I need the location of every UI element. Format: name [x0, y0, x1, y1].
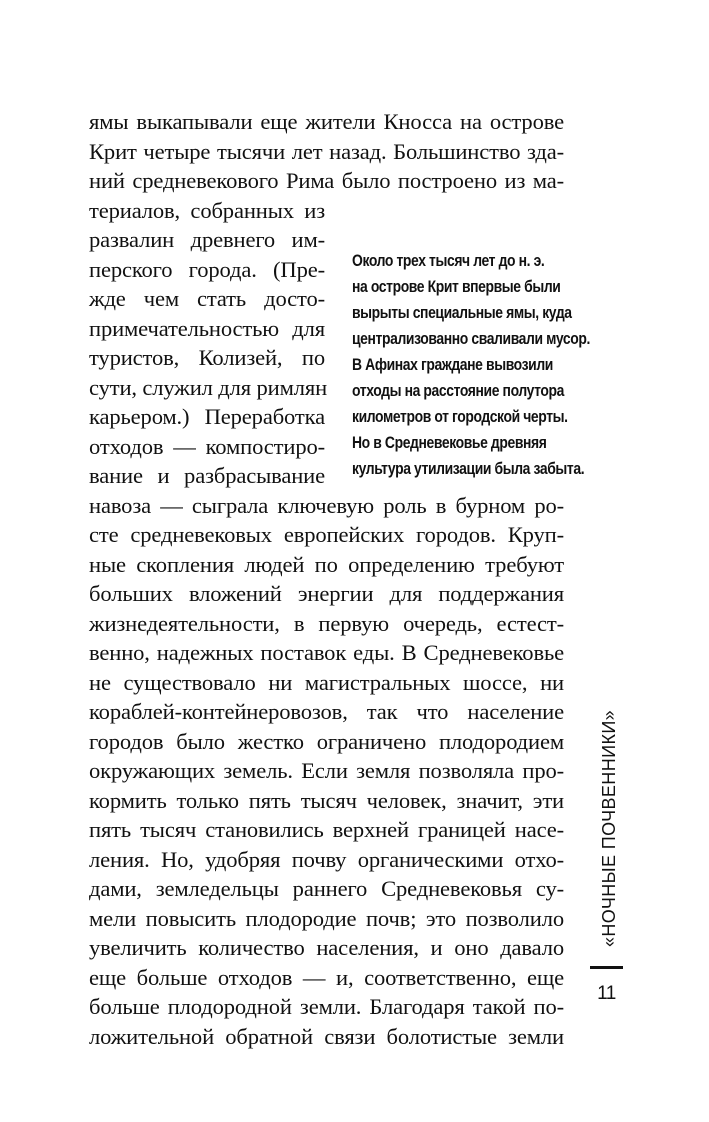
body-line: карьером.) Переработка — [89, 404, 325, 429]
running-head-text: «НОЧНЫЕ ПОЧВЕННИКИ» — [599, 709, 619, 947]
body-line: жизнедеятельности, в первую очередь, естест- — [89, 611, 564, 636]
body-line: ний средневекового Рима было построено из ма- — [89, 168, 564, 193]
body-line: пять тысяч становились верхней границей насе- — [89, 817, 564, 842]
body-line: больших вложений энергии для поддержания — [89, 581, 564, 606]
body-line: ямы выкапывали еще жители Кносса на острове — [89, 109, 564, 134]
sidebar-line: централизованно сваливали мусор. — [352, 330, 590, 348]
body-line: еще больше отходов — и, соответственно, еще — [89, 965, 564, 990]
sidebar-line: километров от городской черты. — [352, 408, 568, 426]
body-line: навоза — сыграла ключевую роль в бурном ро- — [89, 493, 564, 518]
sidebar-line: вырыты специальные ямы, куда — [352, 304, 572, 322]
running-head — [596, 709, 709, 947]
body-line: ления. Но, удобряя почву органическими отхо- — [89, 847, 564, 872]
body-line: Крит четыре тысячи лет назад. Большинство зда- — [89, 139, 564, 164]
body-line: развалин древнего им- — [89, 227, 325, 252]
page-number-rule — [590, 966, 623, 969]
sidebar-line: В Афинах граждане вывозили — [352, 356, 553, 374]
body-line: окружающих земель. Если земля позволяла про- — [89, 758, 564, 783]
sidebar-line: на острове Крит впервые были — [352, 278, 561, 296]
body-line: дами, земледельцы раннего Средневековья су- — [89, 876, 564, 901]
body-line: городов было жестко ограничено плодородием — [89, 729, 564, 754]
body-line: териалов, собранных из — [89, 198, 325, 223]
page-number: 11 — [597, 983, 616, 1004]
body-line: перского города. (Пре- — [89, 257, 325, 282]
body-line: примечательностью для — [89, 316, 325, 341]
body-line: жде чем стать досто- — [89, 286, 325, 311]
body-line: мели повысить плодородие почв; это позволило — [89, 906, 564, 931]
body-line: ные скопления людей по определению требуют — [89, 552, 564, 577]
sidebar-line: культура утилизации была забыта. — [352, 460, 585, 478]
sidebar-line: Около трех тысяч лет до н. э. — [352, 252, 545, 270]
body-line: кораблей-контейнеровозов, так что население — [89, 699, 564, 724]
body-line: не существовало ни магистральных шоссе, ни — [89, 670, 564, 695]
body-line: венно, надежных поставок еды. В Средневековье — [89, 640, 564, 665]
sidebar-line: отходы на расстояние полутора — [352, 382, 564, 400]
sidebar-line: Но в Средневековье древняя — [352, 434, 547, 452]
body-line: кормить только пять тысяч человек, значит, эти — [89, 788, 564, 813]
body-line: ложительной обратной связи болотистые земли — [89, 1024, 564, 1049]
body-line: сте средневековых европейских городов. Круп- — [89, 522, 564, 547]
body-line: отходов — компостиро- — [89, 434, 325, 459]
body-line: увеличить количество населения, и оно давало — [89, 935, 564, 960]
body-line: вание и разбрасывание — [89, 463, 325, 488]
body-line: туристов, Колизей, по — [89, 345, 325, 370]
body-line: больше плодородной земли. Благодаря такой по- — [89, 994, 564, 1019]
body-line: сути, служил для римлян — [89, 375, 328, 400]
